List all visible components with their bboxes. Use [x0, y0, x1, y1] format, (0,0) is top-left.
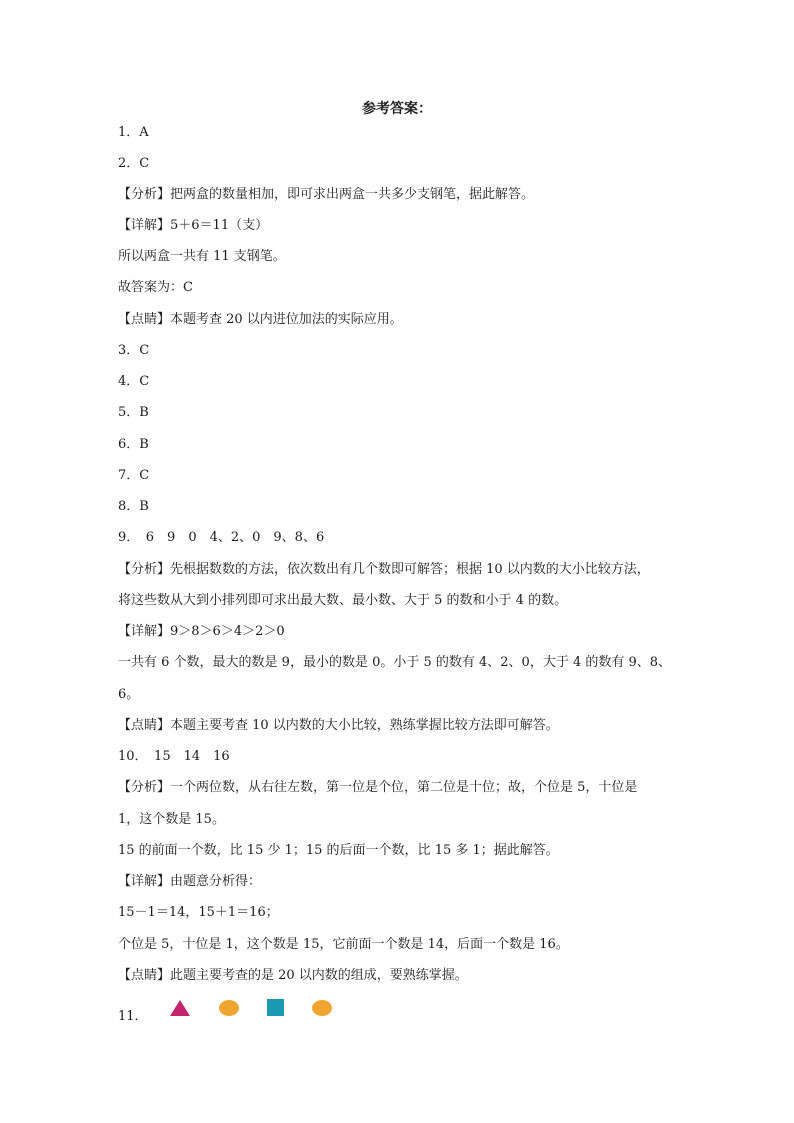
detail-line: 【详解】9＞8＞6＞4＞2＞0 — [118, 624, 285, 639]
answer-line: 8．B — [118, 499, 149, 514]
detail-line: 【详解】由题意分析得： — [118, 874, 262, 889]
text-line: 6。 — [118, 687, 140, 702]
analysis-line: 【分析】一个两位数，从右往左数，第一位是个位，第二位是十位；故，个位是 5，十位是 — [118, 780, 638, 795]
circle-shape — [312, 1000, 332, 1016]
text-line: 故答案为：C — [118, 280, 193, 295]
answer-line: 2．C — [118, 156, 150, 171]
text-line: 1，这个数是 15。 — [118, 812, 225, 827]
answer-line: 4．C — [118, 374, 150, 389]
analysis-line: 【分析】把两盒的数量相加，即可求出两盒一共多少支钢笔，据此解答。 — [118, 187, 535, 202]
circle-shape — [219, 1000, 239, 1016]
answer-line: 10． 15 14 16 — [118, 749, 230, 764]
triangle-shape — [170, 1000, 190, 1016]
answer-line: 9． 6 9 0 4、2、0 9、8、6 — [118, 530, 325, 545]
comment-line: 【点睛】本题考查 20 以内进位加法的实际应用。 — [118, 312, 403, 327]
text-line: 所以两盒一共有 11 支钢笔。 — [118, 249, 286, 264]
answer-line: 5．B — [118, 405, 149, 420]
answer-line: 3．C — [118, 343, 150, 358]
answer-line: 11． — [118, 1009, 148, 1024]
text-line: 15－1＝14，15＋1＝16； — [118, 905, 279, 920]
page-title: 参考答案： — [362, 101, 432, 117]
text-line: 15 的前面一个数，比 15 少 1；15 的后面一个数，比 15 多 1；据此解答。 — [118, 843, 559, 858]
answer-line: 7．C — [118, 468, 150, 483]
answer-line: 6．B — [118, 437, 149, 452]
comment-line: 【点睛】本题主要考查 10 以内数的大小比较，熟练掌握比较方法即可解答。 — [118, 718, 559, 733]
text-line: 将这些数从大到小排列即可求出最大数、最小数、大于 5 的数和小于 4 的数。 — [118, 593, 568, 608]
text-line: 个位是 5，十位是 1，这个数是 15，它前面一个数是 14，后面一个数是 16。 — [118, 937, 569, 952]
analysis-line: 【分析】先根据数数的方法，依次数出有几个数即可解答；根据 10 以内数的大小比较方法， — [118, 562, 650, 577]
detail-line: 【详解】5＋6＝11（支） — [118, 218, 269, 233]
comment-line: 【点睛】此题主要考查的是 20 以内数的组成，要熟练掌握。 — [118, 968, 468, 983]
text-line: 一共有 6 个数，最大的数是 9，最小的数是 0。小于 5 的数有 4、2、0，大于 4 的数有 9、8、 — [118, 655, 672, 670]
answer-line: 1．A — [118, 125, 149, 140]
square-shape — [267, 999, 284, 1016]
